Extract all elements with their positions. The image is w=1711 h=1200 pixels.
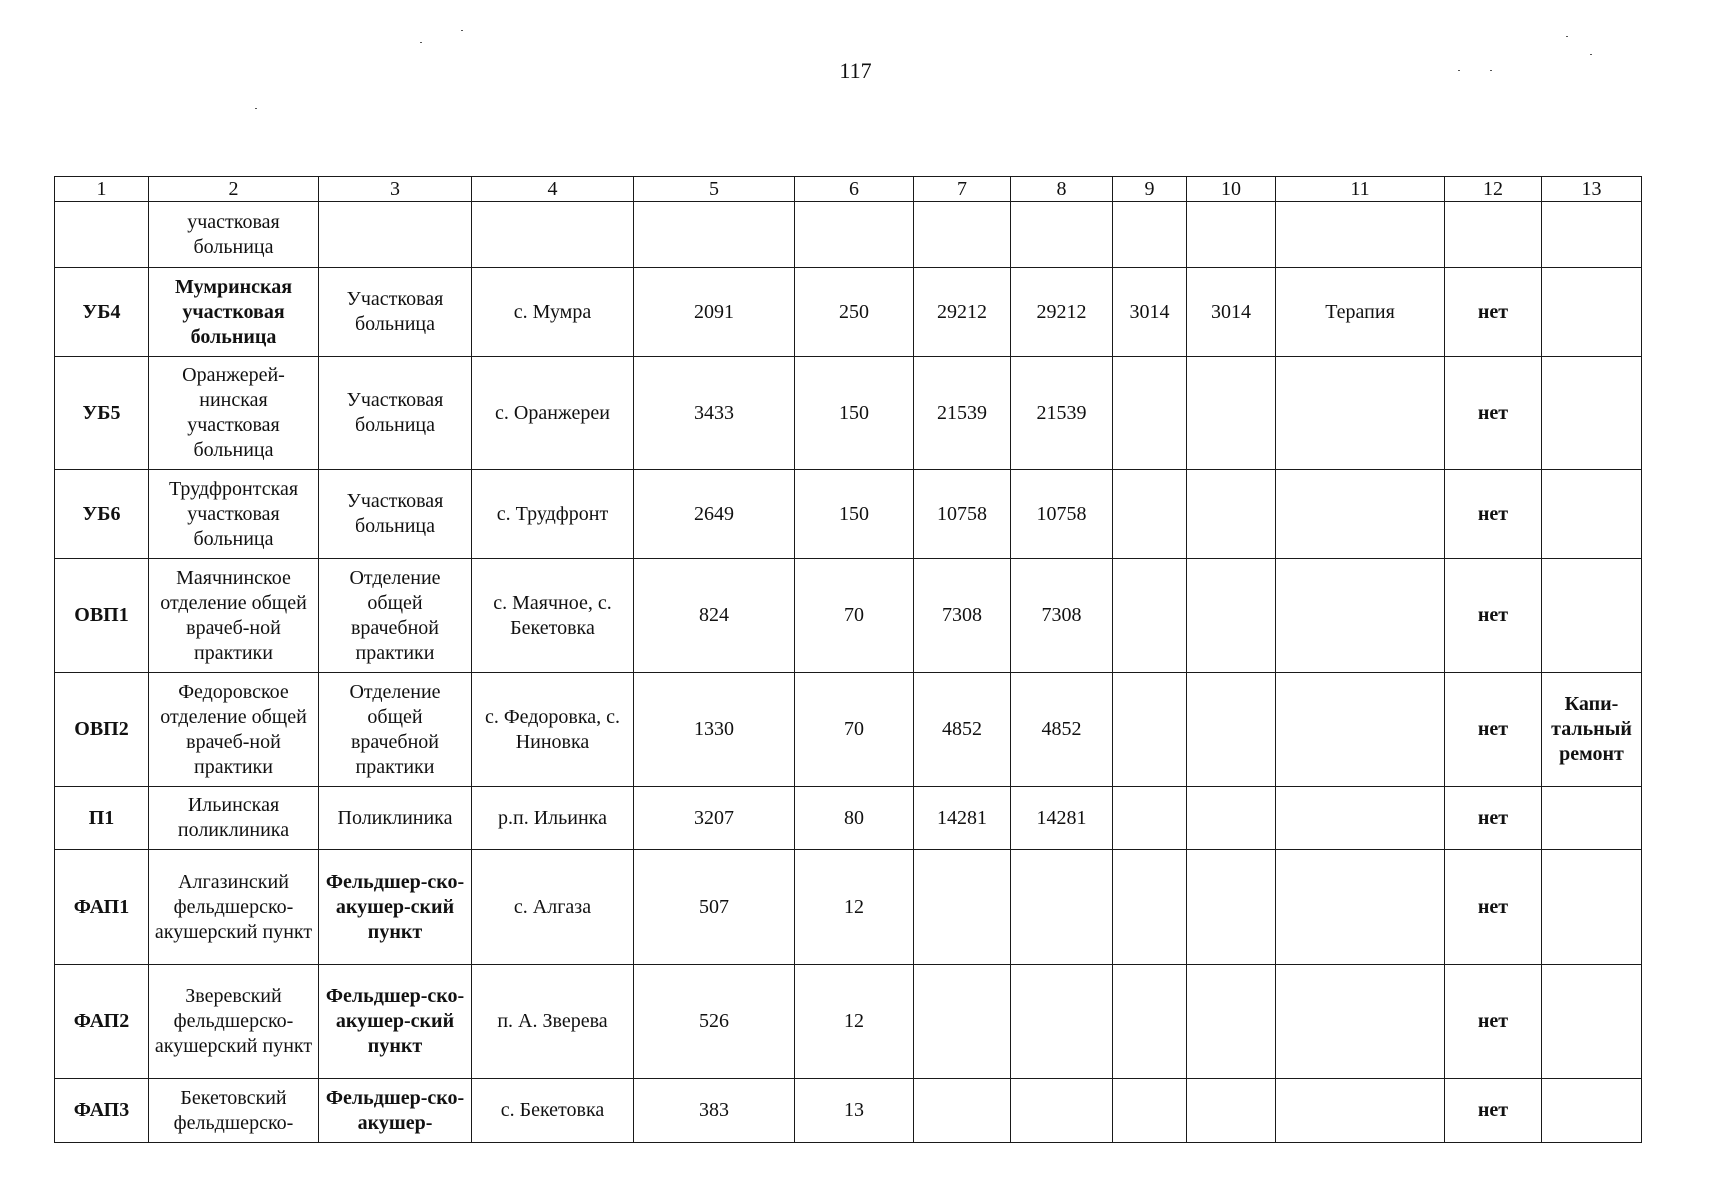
cell-col-6: 70 (795, 673, 914, 787)
facility-name: участковая больница (149, 202, 319, 268)
facility-code: УБ6 (55, 470, 149, 559)
cell-col-11: Терапия (1276, 268, 1445, 357)
cell-col-9 (1113, 202, 1187, 268)
cell-col-8 (1011, 850, 1113, 965)
facility-code: ОВП2 (55, 673, 149, 787)
cell-col-6: 150 (795, 470, 914, 559)
cell-col-7: 29212 (914, 268, 1011, 357)
cell-col-10: 3014 (1187, 268, 1276, 357)
facility-name: Зверевский фельдшерско-акушерский пункт (149, 965, 319, 1079)
facility-code (55, 202, 149, 268)
cell-col-10 (1187, 357, 1276, 470)
column-number: 5 (634, 177, 795, 202)
facility-code: ФАП2 (55, 965, 149, 1079)
cell-col-7 (914, 850, 1011, 965)
cell-col-7: 21539 (914, 357, 1011, 470)
cell-col-10 (1187, 787, 1276, 850)
column-number: 2 (149, 177, 319, 202)
cell-col-6: 80 (795, 787, 914, 850)
column-number: 7 (914, 177, 1011, 202)
column-number: 3 (319, 177, 472, 202)
facility-name: Оранжерей-нинская участковая больница (149, 357, 319, 470)
cell-col-9 (1113, 559, 1187, 673)
cell-col-7: 7308 (914, 559, 1011, 673)
cell-col-13 (1542, 268, 1642, 357)
cell-col-11 (1276, 470, 1445, 559)
cell-col-12: нет (1445, 470, 1542, 559)
cell-col-11 (1276, 850, 1445, 965)
cell-col-8: 29212 (1011, 268, 1113, 357)
facility-type (319, 202, 472, 268)
cell-col-9 (1113, 850, 1187, 965)
cell-col-7 (914, 1079, 1011, 1143)
cell-col-7: 10758 (914, 470, 1011, 559)
cell-col-5: 2091 (634, 268, 795, 357)
facility-name: Ильинская поликлиника (149, 787, 319, 850)
cell-col-11 (1276, 559, 1445, 673)
table-row (55, 673, 1642, 787)
cell-col-12: нет (1445, 357, 1542, 470)
cell-col-13 (1542, 1079, 1642, 1143)
facility-name: Алгазинский фельдшерско-акушерский пункт (149, 850, 319, 965)
cell-col-5: 2649 (634, 470, 795, 559)
cell-col-5: 3433 (634, 357, 795, 470)
cell-col-7 (914, 202, 1011, 268)
cell-col-10 (1187, 850, 1276, 965)
column-number: 6 (795, 177, 914, 202)
cell-col-13 (1542, 470, 1642, 559)
cell-col-12: нет (1445, 965, 1542, 1079)
cell-col-5: 824 (634, 559, 795, 673)
cell-col-10 (1187, 559, 1276, 673)
table-row (55, 202, 1642, 268)
facility-type: Фельдшер-ско-акушер- (319, 1079, 472, 1143)
column-number: 12 (1445, 177, 1542, 202)
cell-col-12 (1445, 202, 1542, 268)
cell-col-11 (1276, 673, 1445, 787)
table-row (55, 470, 1642, 559)
column-number: 8 (1011, 177, 1113, 202)
cell-col-9 (1113, 470, 1187, 559)
cell-col-7 (914, 965, 1011, 1079)
cell-col-8: 10758 (1011, 470, 1113, 559)
column-number: 13 (1542, 177, 1642, 202)
cell-col-5: 507 (634, 850, 795, 965)
table-row (55, 559, 1642, 673)
table-row (55, 850, 1642, 965)
cell-col-8 (1011, 965, 1113, 1079)
cell-col-10 (1187, 1079, 1276, 1143)
facility-name: Маячнинское отделение общей врачеб-ной практики (149, 559, 319, 673)
cell-col-6 (795, 202, 914, 268)
cell-col-5: 526 (634, 965, 795, 1079)
facility-code: УБ5 (55, 357, 149, 470)
cell-col-12: нет (1445, 559, 1542, 673)
column-number: 9 (1113, 177, 1187, 202)
cell-col-7: 14281 (914, 787, 1011, 850)
column-number: 10 (1187, 177, 1276, 202)
facility-location: с. Маячное, с. Бекетовка (472, 559, 634, 673)
table-row (55, 357, 1642, 470)
facility-type: Поликлиника (319, 787, 472, 850)
cell-col-6: 150 (795, 357, 914, 470)
table-row (55, 1079, 1642, 1143)
cell-col-5: 383 (634, 1079, 795, 1143)
cell-col-6: 70 (795, 559, 914, 673)
facility-location: с. Оранжереи (472, 357, 634, 470)
cell-col-9 (1113, 357, 1187, 470)
cell-col-8: 7308 (1011, 559, 1113, 673)
cell-col-9 (1113, 965, 1187, 1079)
facility-name: Трудфронтская участковая больница (149, 470, 319, 559)
cell-col-11 (1276, 965, 1445, 1079)
cell-col-9 (1113, 673, 1187, 787)
table-row (55, 965, 1642, 1079)
facility-location: п. А. Зверева (472, 965, 634, 1079)
facility-location: с. Федоровка, с. Ниновка (472, 673, 634, 787)
cell-col-12: нет (1445, 1079, 1542, 1143)
facility-code: УБ4 (55, 268, 149, 357)
column-number-row (55, 177, 1642, 202)
cell-col-5 (634, 202, 795, 268)
cell-col-10 (1187, 673, 1276, 787)
cell-col-11 (1276, 357, 1445, 470)
facility-code: ОВП1 (55, 559, 149, 673)
table-row (55, 268, 1642, 357)
cell-col-12: нет (1445, 673, 1542, 787)
facility-location: с. Алгаза (472, 850, 634, 965)
facility-location: р.п. Ильинка (472, 787, 634, 850)
facility-code: ФАП3 (55, 1079, 149, 1143)
table-row (55, 787, 1642, 850)
facility-location (472, 202, 634, 268)
cell-col-9 (1113, 787, 1187, 850)
column-number: 1 (55, 177, 149, 202)
facility-type: Отделение общей врачебной практики (319, 559, 472, 673)
cell-col-8: 21539 (1011, 357, 1113, 470)
column-number: 4 (472, 177, 634, 202)
cell-col-13 (1542, 965, 1642, 1079)
cell-col-10 (1187, 470, 1276, 559)
cell-col-13 (1542, 559, 1642, 673)
facility-type: Отделение общей врачебной практики (319, 673, 472, 787)
facility-location: с. Бекетовка (472, 1079, 634, 1143)
facility-code: П1 (55, 787, 149, 850)
cell-col-6: 12 (795, 965, 914, 1079)
facility-type: Участковая больница (319, 470, 472, 559)
facility-code: ФАП1 (55, 850, 149, 965)
cell-col-10 (1187, 202, 1276, 268)
cell-col-12: нет (1445, 268, 1542, 357)
facility-name: Бекетовский фельдшерско- (149, 1079, 319, 1143)
facility-type: Фельдшер-ско-акушер-ский пункт (319, 965, 472, 1079)
facility-location: с. Мумра (472, 268, 634, 357)
facility-type: Участковая больница (319, 357, 472, 470)
cell-col-10 (1187, 965, 1276, 1079)
facility-type: Фельдшер-ско-акушер-ский пункт (319, 850, 472, 965)
facility-type: Участковая больница (319, 268, 472, 357)
cell-col-8: 14281 (1011, 787, 1113, 850)
cell-col-11 (1276, 1079, 1445, 1143)
cell-col-6: 250 (795, 268, 914, 357)
cell-col-12: нет (1445, 850, 1542, 965)
cell-col-11 (1276, 202, 1445, 268)
page-number: 117 (839, 58, 872, 83)
facility-location: с. Трудфронт (472, 470, 634, 559)
cell-col-13 (1542, 202, 1642, 268)
cell-col-5: 3207 (634, 787, 795, 850)
cell-col-8 (1011, 1079, 1113, 1143)
cell-col-6: 13 (795, 1079, 914, 1143)
cell-col-6: 12 (795, 850, 914, 965)
facility-name: Федоровское отделение общей врачеб-ной практики (149, 673, 319, 787)
cell-col-9: 3014 (1113, 268, 1187, 357)
cell-col-13 (1542, 357, 1642, 470)
facilities-table (54, 176, 1642, 1143)
cell-col-11 (1276, 787, 1445, 850)
cell-col-12: нет (1445, 787, 1542, 850)
cell-col-7: 4852 (914, 673, 1011, 787)
cell-col-8: 4852 (1011, 673, 1113, 787)
column-number: 11 (1276, 177, 1445, 202)
cell-col-5: 1330 (634, 673, 795, 787)
cell-col-13 (1542, 850, 1642, 965)
cell-col-9 (1113, 1079, 1187, 1143)
cell-col-13 (1542, 787, 1642, 850)
cell-col-8 (1011, 202, 1113, 268)
facility-name: Мумринская участковая больница (149, 268, 319, 357)
cell-col-13: Капи-тальный ремонт (1542, 673, 1642, 787)
